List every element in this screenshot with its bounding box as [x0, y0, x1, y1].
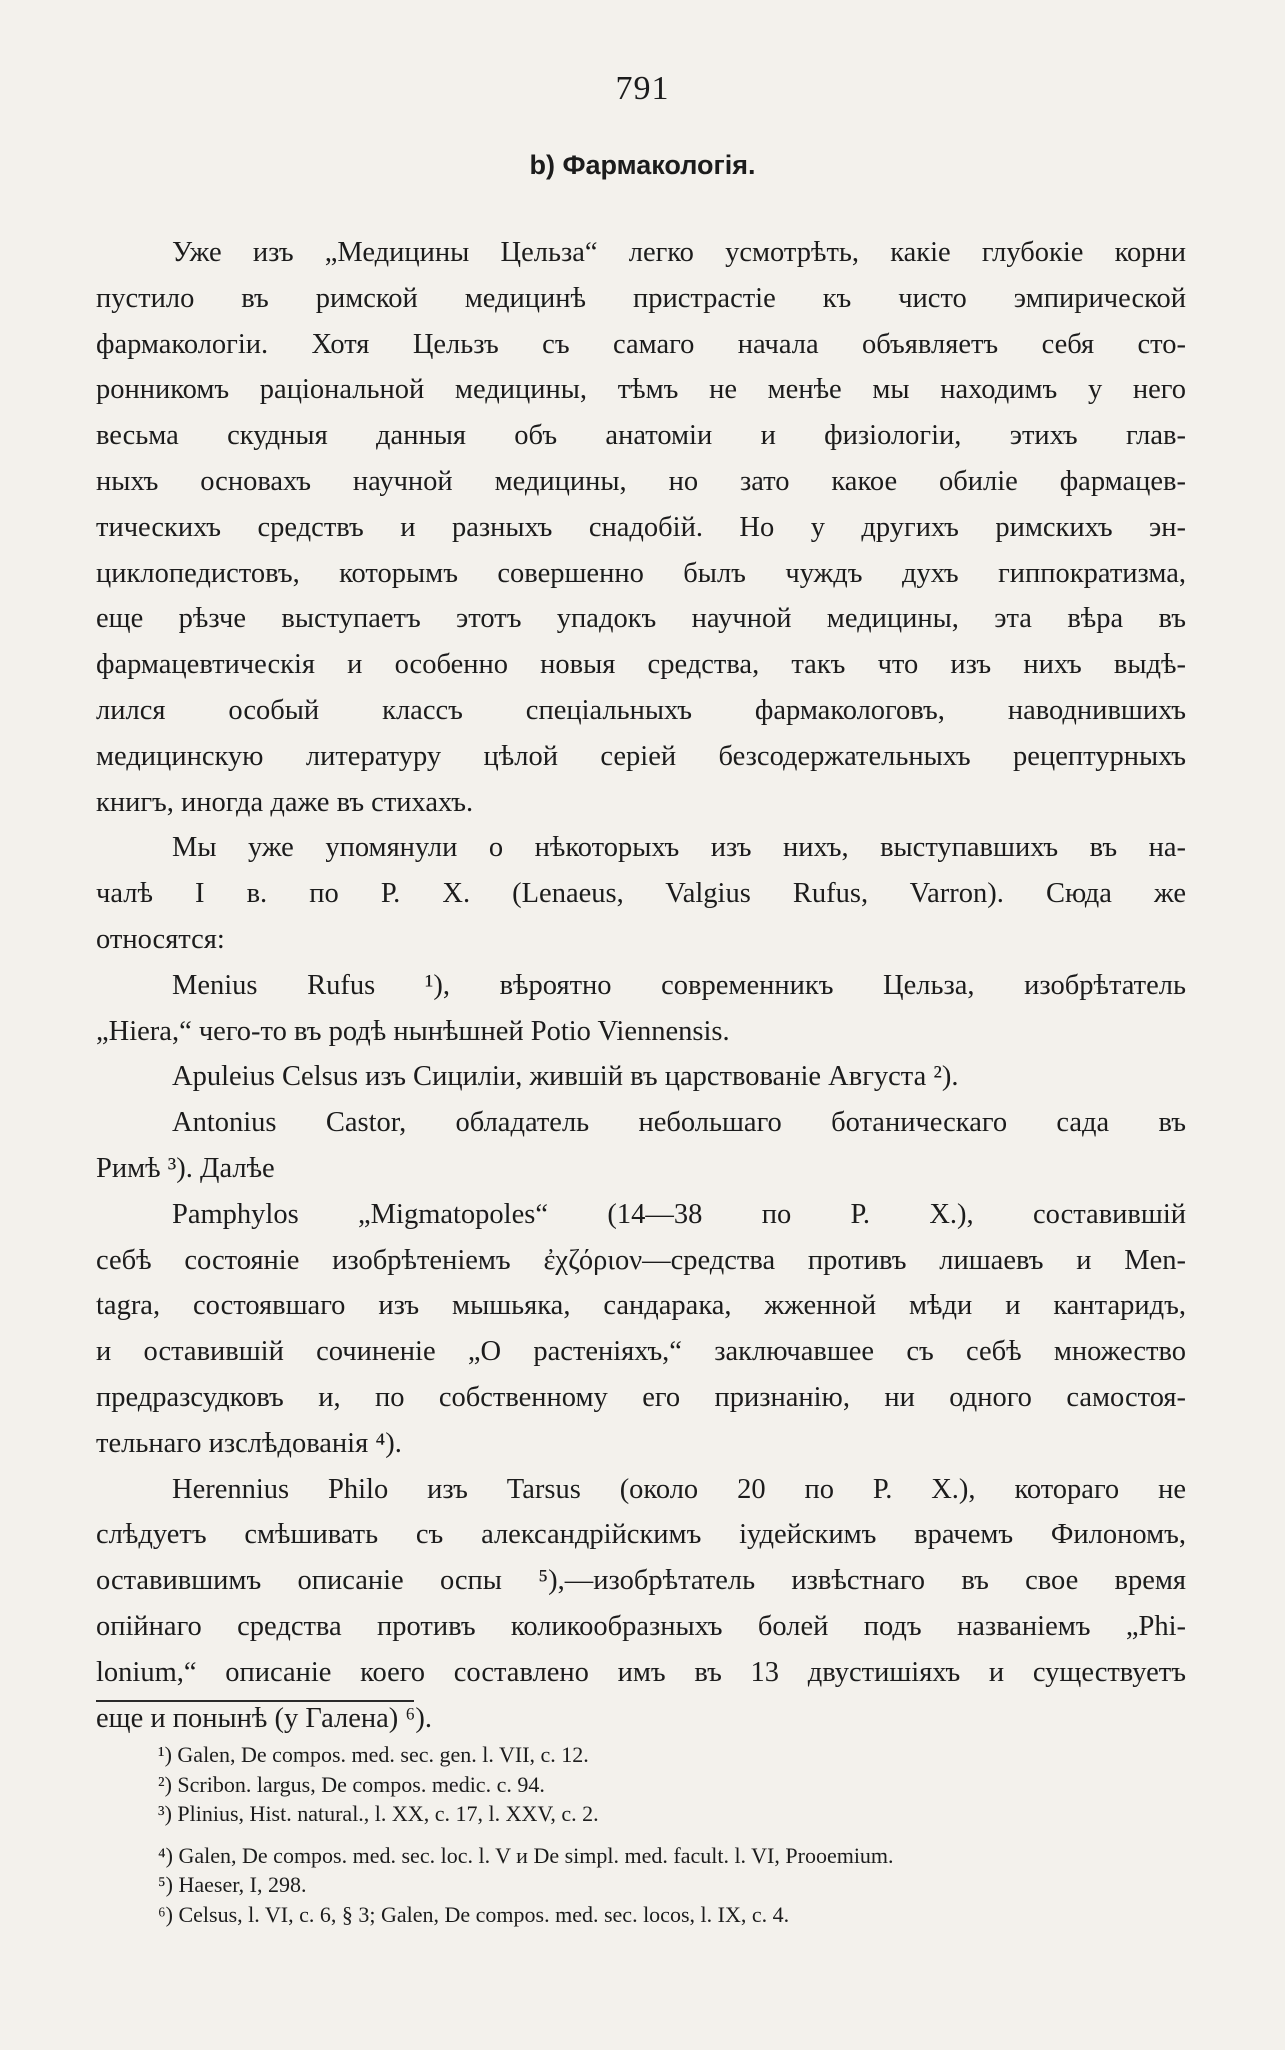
text-line: еще и понынѣ (у Галена) ⁶).	[96, 1702, 432, 1734]
text-line: Antonius Castor, обладатель небольшаго ботаническаго сада въ	[172, 1107, 1186, 1139]
text-line: фармацевтическія и особенно новыя средства, такъ что изъ нихъ выдѣ-	[96, 649, 1186, 681]
footnotes	[158, 1740, 1188, 1929]
text-line: Уже изъ „Медицины Цельза“ легко усмотрѣть, какіе глубокіе корни	[172, 237, 1186, 268]
text-line: оставившимъ описаніе оспы ⁵),—изобрѣтатель извѣстнаго въ свое время	[96, 1565, 1186, 1597]
text-line: Apuleius Celsus изъ Сициліи, жившій въ царствованіе Августа ²).	[172, 1061, 959, 1093]
paragraph	[96, 825, 1186, 962]
page-number: 791	[615, 70, 670, 107]
footnote: ³) Plinius, Hist. natural., l. XX, c. 17, l. XXV, c. 2.	[158, 1801, 599, 1826]
text-line: Pamphylos „Migmatopoles“ (14—38 по Р. X.), составившій	[172, 1198, 1186, 1230]
text-line: опійнаго средства противъ коликообразныхъ болей подъ названіемъ „Phi-	[96, 1610, 1186, 1642]
footnote: ⁴) Galen, De compos. med. sec. loc. l. V и De simpl. med. facult. l. VI, Prooemium.	[158, 1842, 894, 1868]
text-line: предразсудковъ и, по собственному его признанію, ни одного самостоя-	[96, 1381, 1186, 1413]
text-line: ныхъ основахъ научной медицины, но зато какое обиліе фармацев-	[96, 465, 1186, 497]
text-line: тельнаго изслѣдованія ⁴).	[96, 1427, 402, 1459]
paragraph	[96, 1054, 1186, 1100]
footnote: ²) Scribon. largus, De compos. medic. c. 94.	[158, 1771, 545, 1797]
footnote: ¹) Galen, De compos. med. sec. gen. l. VII, c. 12.	[158, 1742, 589, 1767]
footnote-gap	[158, 1829, 1188, 1841]
text-line: еще рѣзче выступаетъ этотъ упадокъ научной медицины, эта вѣра въ	[96, 603, 1186, 635]
text-line: Мы уже упомянули о нѣкоторыхъ изъ нихъ, выступавшихъ въ на-	[172, 832, 1186, 864]
text-line: лился особый классъ спеціальныхъ фармакологовъ, наводнившихъ	[96, 694, 1186, 726]
text-line: себѣ состояніе изобрѣтеніемъ ἐχζόριον—средства противъ лишаевъ и Men-	[96, 1244, 1186, 1276]
text-line: тическихъ средствъ и разныхъ снадобій. Но у другихъ римскихъ эн-	[96, 511, 1186, 543]
text-line: Римѣ ³). Далѣе	[96, 1152, 275, 1184]
footnote: ⁵) Haeser, I, 298.	[158, 1872, 307, 1897]
text-line: Herennius Philo изъ Tarsus (около 20 по Р. X.), котораго не	[172, 1473, 1186, 1505]
text-line: книгъ, иногда даже въ стихахъ.	[96, 786, 474, 818]
text-line: фармакологіи. Хотя Цельзъ съ самаго начала объявляетъ себя сто-	[96, 328, 1186, 360]
text-line: весьма скудныя данныя объ анатоміи и физіологіи, этихъ глав-	[96, 420, 1186, 452]
text-line: медицинскую литературу цѣлой серіей безсодержательныхъ рецептурныхъ	[96, 740, 1186, 772]
section-title: b) Фармакологія.	[529, 150, 756, 180]
body-text	[96, 230, 1186, 1741]
text-line: слѣдуетъ смѣшивать съ александрійскимъ іудейскимъ врачемъ Филономъ,	[96, 1519, 1186, 1551]
paragraph	[96, 1192, 1186, 1467]
text-line: чалѣ I в. по Р. X. (Lenaeus, Valgius Rufus, Varron). Сюда же	[96, 878, 1186, 910]
paragraph	[96, 1100, 1186, 1192]
text-line: циклопедистовъ, которымъ совершенно былъ чуждъ духъ гиппократизма,	[96, 557, 1186, 589]
text-line: lonium,“ описаніе коего составлено имъ въ 13 двустишіяхъ и существуетъ	[96, 1656, 1186, 1688]
paragraph	[96, 230, 1186, 825]
text-line: относятся:	[96, 923, 225, 955]
text-line: Menius Rufus ¹), вѣроятно современникъ Цельза, изобрѣтатель	[172, 969, 1186, 1001]
text-line: пустило въ римской медицинѣ пристрастіе къ чисто эмпирической	[96, 282, 1186, 314]
text-line: „Hiera,“ чего-то въ родѣ нынѣшней Potio Viennensis.	[96, 1015, 730, 1047]
paragraph	[96, 963, 1186, 1055]
text-line: tagra, состоявшаго изъ мышьяка, сандарака, жженной мѣди и кантаридъ,	[96, 1290, 1186, 1322]
text-line: и оставившій сочиненіе „О растеніяхъ,“ заключавшее съ себѣ множество	[96, 1336, 1186, 1368]
footnote: ⁶) Celsus, l. VI, c. 6, § 3; Galen, De compos. med. sec. locos, l. IX, c. 4.	[158, 1901, 790, 1927]
text-line: ронникомъ раціональной медицины, тѣмъ не менѣе мы находимъ у него	[96, 374, 1186, 406]
footnote-divider	[96, 1700, 414, 1702]
